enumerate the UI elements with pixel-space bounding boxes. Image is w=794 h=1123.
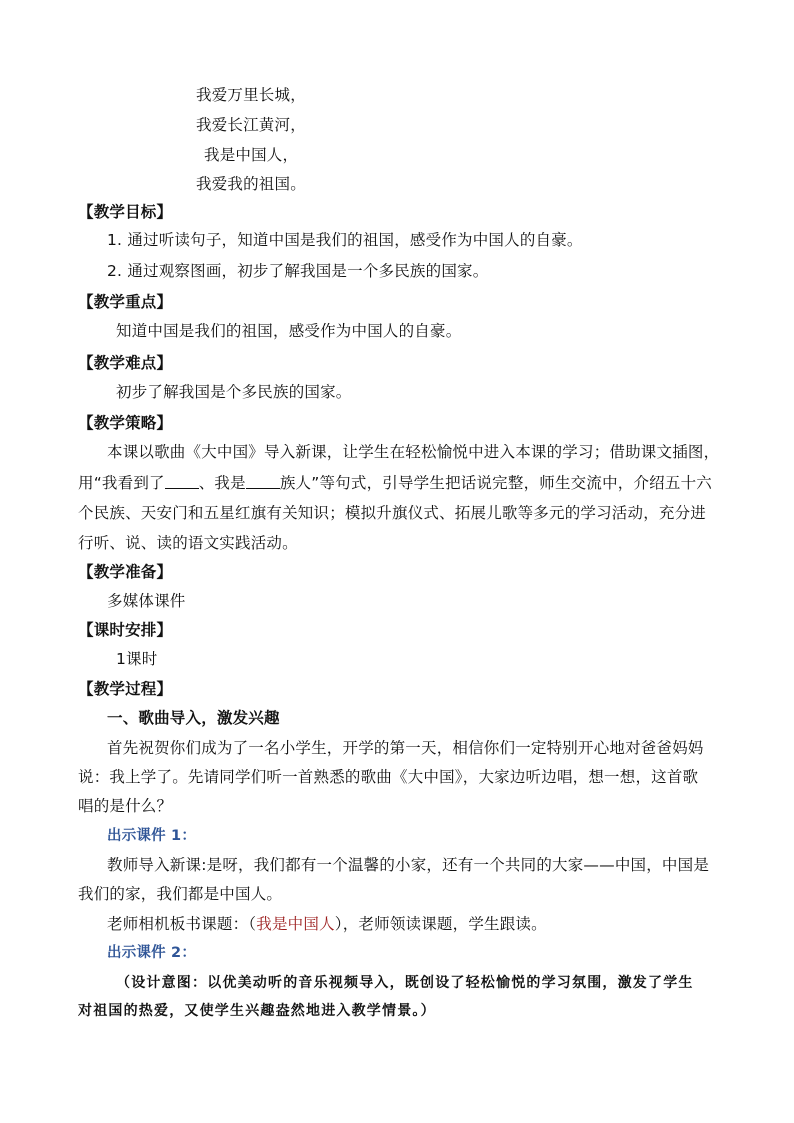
poem-line-4: 我爱我的祖国。 <box>196 175 306 193</box>
process-para-2-line-1: 教师导入新课:是呀，我们都有一个温馨的小家，还有一个共同的大家——中国，中国是 <box>107 856 710 874</box>
difficulty-heading: 【教学难点】 <box>78 354 173 372</box>
process-step-1-title: 一、歌曲导入，激发兴趣 <box>107 709 280 727</box>
difficulty-text: 初步了解我国是个多民族的国家。 <box>116 383 352 401</box>
strategy-line-2-part-b: 、我是 <box>198 474 246 492</box>
process-para-1-line-3: 唱的是什么？ <box>78 797 173 815</box>
process-para-1-line-2: 说：我上学了。先请同学们听一首熟悉的歌曲《大中国》，大家边听边唱，想一想，这首歌 <box>78 768 699 786</box>
strategy-line-3: 个民族、天安门和五星红旗有关知识；模拟升旗仪式、拓展儿歌等多元的学习活动，充分进 <box>78 504 707 522</box>
courseware-label-1: 出示课件 1： <box>107 828 197 844</box>
poem-line-1: 我爱万里长城， <box>196 86 306 104</box>
fill-blank <box>165 474 199 489</box>
strategy-line-2 <box>78 473 712 493</box>
para-3-part-b: ），老师领读课题，学生跟读。 <box>334 915 547 933</box>
courseware-label-2: 出示课件 2： <box>107 945 197 961</box>
goals-heading: 【教学目标】 <box>78 203 173 221</box>
key-point-text: 知道中国是我们的祖国，感受作为中国人的自豪。 <box>116 322 462 340</box>
strategy-line-2-part-c: 族人”等句式，引导学生把话说完整，师生交流中，介绍五十六 <box>279 474 712 492</box>
key-point-heading: 【教学重点】 <box>78 293 173 311</box>
goal-item-1: 1. 通过听读句子，知道中国是我们的祖国，感受作为中国人的自豪。 <box>107 231 583 249</box>
fill-blank <box>246 474 280 489</box>
strategy-line-4: 行听、说、读的语文实践活动。 <box>78 534 298 552</box>
process-para-3 <box>107 914 547 934</box>
lesson-title-highlight: 我是中国人 <box>256 915 335 933</box>
strategy-line-2-part-a: 用“我看到了 <box>78 474 165 492</box>
process-para-2-line-2: 我们的家，我们都是中国人。 <box>78 885 283 903</box>
process-heading: 【教学过程】 <box>78 680 173 698</box>
design-note-line-2: 对祖国的热爱，又使学生兴趣盎然地进入教学情景。） <box>78 1003 436 1019</box>
para-3-part-a: 老师相机板书课题：（ <box>107 915 257 933</box>
preparation-text: 多媒体课件 <box>107 592 186 610</box>
strategy-line-1: 本课以歌曲《大中国》导入新课，让学生在轻松愉悦中进入本课的学习；借助课文插图， <box>107 443 720 461</box>
schedule-text: 1课时 <box>116 650 158 668</box>
process-para-1-line-1: 首先祝贺你们成为了一名小学生，开学的第一天，相信你们一定特别开心地对爸爸妈妈 <box>107 739 704 757</box>
poem-line-2: 我爱长江黄河， <box>196 116 306 134</box>
goal-item-2: 2. 通过观察图画，初步了解我国是一个多民族的国家。 <box>107 262 489 280</box>
strategy-heading: 【教学策略】 <box>78 414 173 432</box>
schedule-heading: 【课时安排】 <box>78 621 173 639</box>
poem-line-3: 我是中国人， <box>204 146 299 164</box>
design-note-line-1: （设计意图：以优美动听的音乐视频导入，既创设了轻松愉悦的学习氛围，激发了学生 <box>116 975 694 991</box>
preparation-heading: 【教学准备】 <box>78 563 173 581</box>
